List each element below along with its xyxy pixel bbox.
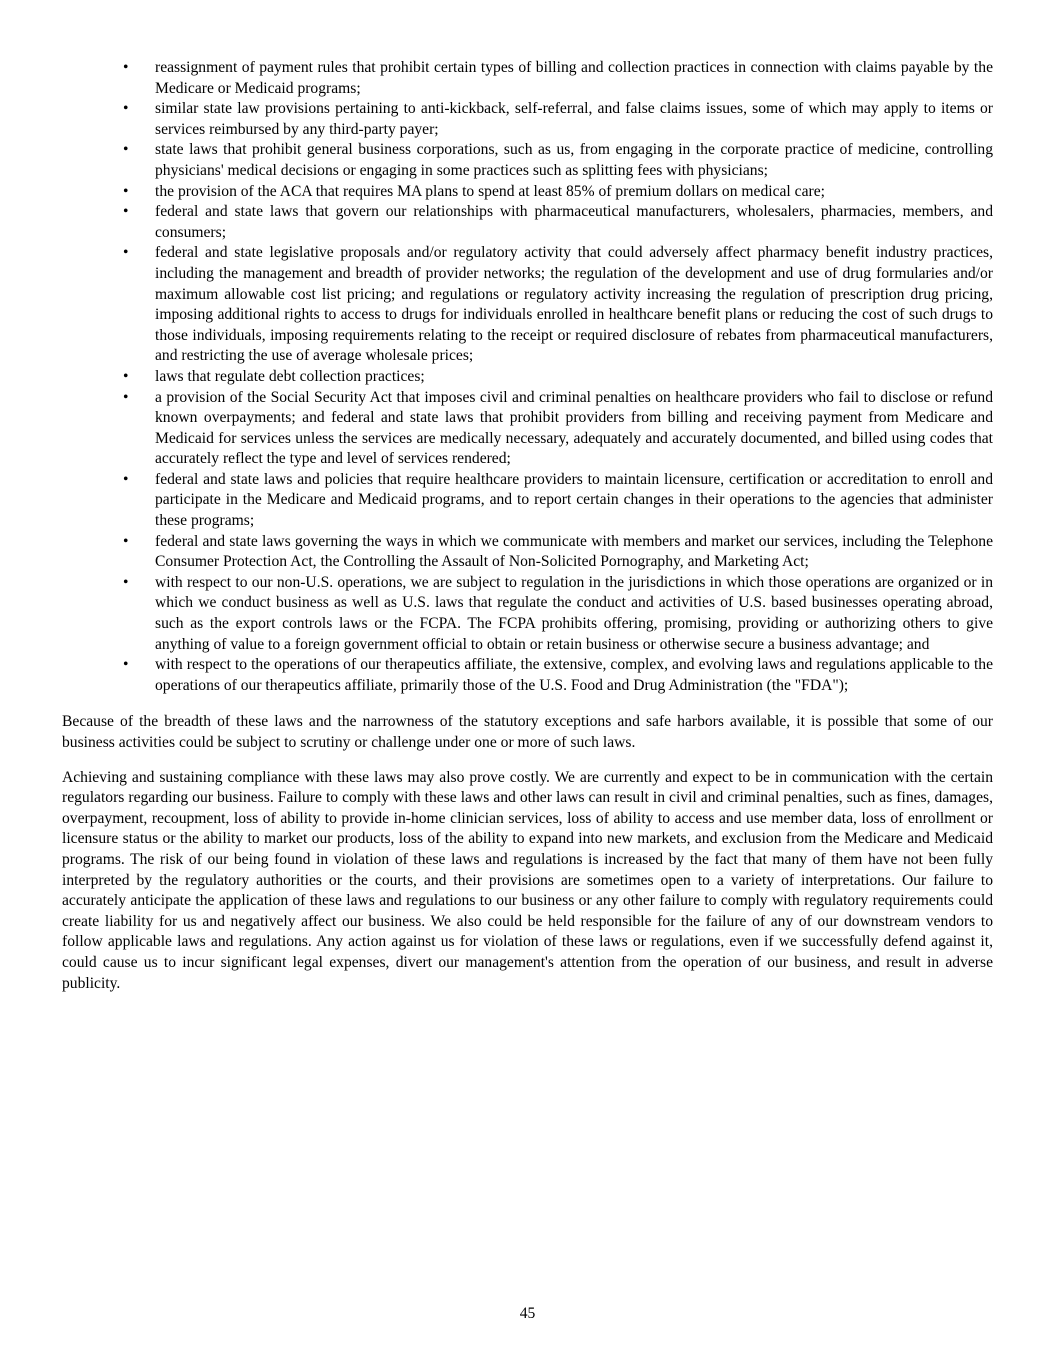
bullet-icon: •: [123, 367, 129, 385]
list-item: [62, 243, 993, 367]
bullet-icon: •: [123, 141, 129, 159]
bullet-list: [62, 58, 993, 696]
list-item: [62, 367, 993, 388]
list-item-text: laws that regulate debt collection practices;: [155, 367, 425, 385]
list-item: [62, 470, 993, 532]
list-item: [62, 58, 993, 99]
page-number: 45: [519, 1305, 536, 1322]
bullet-icon: •: [123, 573, 129, 591]
list-item-text: federal and state legislative proposals and/or regulatory activity that could adversely affect pharmacy benefit industry practices, including the management and breadth of provider networks; the regulation of the development and use of drug formularies and/or maximum allowable cost list pricing; and regulations or regulatory activity increasing the regulation of prescription drug pricing, imposing additional rights to access to drugs for individuals enrolled in healthcare benefit plans or reducing the cost of such drugs to those individuals, imposing requirements relating to the receipt or required disclosure of rebates from pharmaceutical manufacturers, and restricting the use of average wholesale prices;: [155, 244, 993, 365]
bullet-icon: •: [123, 656, 129, 674]
bullet-icon: •: [123, 203, 129, 221]
list-item-text: reassignment of payment rules that prohibit certain types of billing and collection practices in connection with claims payable by the Medicare or Medicaid programs;: [155, 59, 993, 97]
list-item-text: a provision of the Social Security Act that imposes civil and criminal penalties on healthcare providers who fail to disclose or refund known overpayments; and federal and state laws that prohibit providers from billing and receiving payment from Medicare and Medicaid for services unless the services are medically necessary, adequately and accurately documented, and billed using codes that accurately reflect the type and level of services rendered;: [155, 388, 993, 468]
list-item-text: similar state law provisions pertaining to anti-kickback, self-referral, and false claims issues, some of which may apply to items or services reimbursed by any third-party payer;: [155, 100, 993, 138]
list-item: [62, 532, 993, 573]
list-item-text: with respect to our non-U.S. operations, we are subject to regulation in the jurisdictions in which those operations are organized or in which we conduct business as well as U.S. laws that regulate the conduct and activities of U.S. based businesses operating abroad, such as the export controls laws or the FCPA. The FCPA prohibits offering, promising, providing or authorizing others to give anything of value to a foreign government official to obtain or retain business or otherwise secure a business advantage; and: [155, 573, 993, 653]
document-body: [62, 58, 993, 994]
list-item-text: federal and state laws and policies that require healthcare providers to maintain licensure, certification or accreditation to enroll and participate in the Medicare and Medicaid programs, and to report certain changes in their operations to the agencies that administer these programs;: [155, 470, 993, 530]
paragraph-compliance: Achieving and sustaining compliance with these laws may also prove costly. We are currently and expect to be in communication with the certain regulators regarding our business. Failure to comply with these laws and other laws can result in civil and criminal penalties, such as fines, damages, overpayment, recoupment, loss of ability to provide in-home clinician services, loss of ability to access and use member data, loss of enrollment or licensure status or the ability to market our products, loss of the ability to expand into new markets, and exclusion from the Medicare and Medicaid programs. The risk of our being found in violation of these laws and regulations is increased by the fact that many of them have not been fully interpreted by the regulatory authorities or the courts, and their provisions are sometimes open to a variety of interpretations. Our failure to accurately anticipate the application of these laws and regulations to our business or any other failure to comply with regulatory requirements could create liability for us and negatively affect our business. We also could be held responsible for the failure of any of our downstream vendors to follow applicable laws and regulations. Any action against us for violation of these laws or regulations, even if we successfully defend against it, could cause us to incur significant legal expenses, divert our management's attention from the operation of our business, and result in adverse publicity.: [62, 768, 993, 992]
list-item: [62, 182, 993, 203]
bullet-icon: •: [123, 532, 129, 550]
bullet-icon: •: [123, 388, 129, 406]
bullet-icon: •: [123, 100, 129, 118]
list-item-text: with respect to the operations of our therapeutics affiliate, the extensive, complex, and evolving laws and regulations applicable to the operations of our therapeutics affiliate, primarily those of the U.S. Food and Drug Administration (the "FDA");: [155, 656, 993, 694]
bullet-icon: •: [123, 59, 129, 76]
paragraph-breadth: Because of the breadth of these laws and the narrowness of the statutory exceptions and safe harbors available, it is possible that some of our business activities could be subject to scrutiny or challenge under one or more of such laws.: [62, 713, 993, 751]
list-item-text: state laws that prohibit general business corporations, such as us, from engaging in the corporate practice of medicine, controlling physicians' medical decisions or engaging in some practices such as splitting fees with physicians;: [155, 141, 993, 179]
bullet-icon: •: [123, 244, 129, 262]
list-item: [62, 99, 993, 140]
list-item: [62, 655, 993, 696]
list-item: [62, 140, 993, 181]
list-item: [62, 573, 993, 655]
list-item-text: federal and state laws governing the ways in which we communicate with members and market our services, including the Telephone Consumer Protection Act, the Controlling the Assault of Non-Solicited Pornography, and Marketing Act;: [155, 532, 993, 571]
bullet-icon: •: [123, 470, 129, 488]
list-item: [62, 202, 993, 243]
bullet-icon: •: [123, 182, 129, 200]
list-item: [62, 388, 993, 470]
list-item-text: the provision of the ACA that requires MA plans to spend at least 85% of premium dollars on medical care;: [155, 182, 825, 200]
list-item-text: federal and state laws that govern our relationships with pharmaceutical manufacturers, wholesalers, pharmacies, members, and consumers;: [155, 203, 993, 241]
